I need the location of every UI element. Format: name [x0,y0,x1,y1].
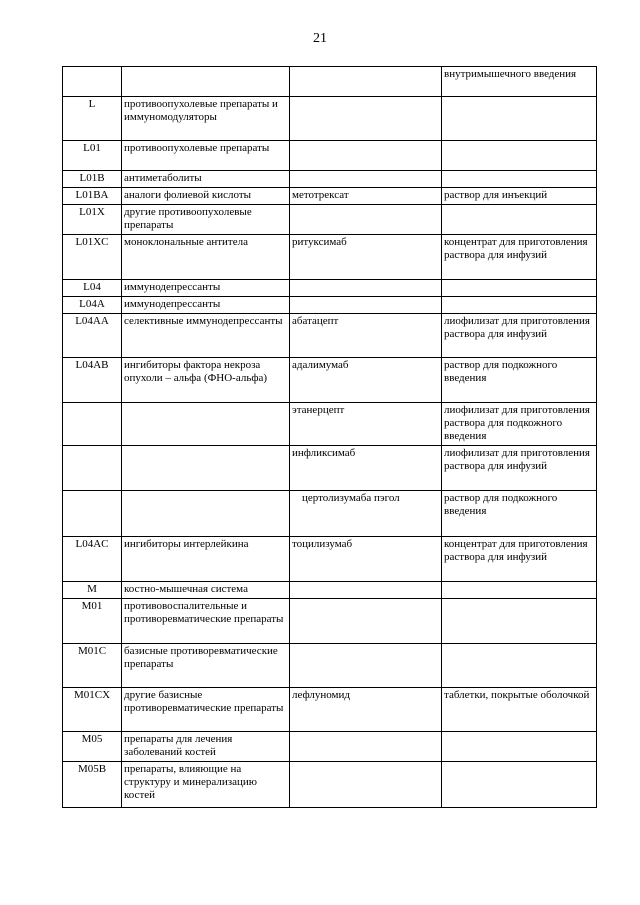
table-row [63,491,597,537]
atc-code-cell: L04A [63,297,122,314]
group-name-cell [122,403,290,446]
table-row [63,688,597,732]
dosage-form-cell [442,171,597,188]
group-name-cell: иммунодепрессанты [122,297,290,314]
table-row [63,171,597,188]
dosage-form-cell: лиофилизат для приготовления раствора для инфузий [442,446,597,491]
table-row [63,403,597,446]
atc-code-cell: L04 [63,280,122,297]
drug-name-cell: метотрексат [290,188,442,205]
atc-code-cell: M05 [63,732,122,762]
dosage-form-cell [442,599,597,644]
group-name-cell: моноклональные антитела [122,235,290,280]
dosage-form-cell: таблетки, покрытые оболочкой [442,688,597,732]
group-name-cell: препараты для лечения заболеваний костей [122,732,290,762]
dosage-form-cell: раствор для подкожного введения [442,358,597,403]
dosage-form-cell: раствор для подкожного введения [442,491,597,537]
group-name-cell: иммунодепрессанты [122,280,290,297]
dosage-form-cell: внутримышечного введения [442,67,597,97]
atc-code-cell: L04AB [63,358,122,403]
drug-name-cell [290,644,442,688]
drug-name-cell: этанерцепт [290,403,442,446]
dosage-form-cell [442,97,597,141]
group-name-cell [122,491,290,537]
drug-name-cell [290,297,442,314]
dosage-form-cell [442,732,597,762]
table-row [63,582,597,599]
atc-code-cell: L01BA [63,188,122,205]
group-name-cell: противоопухолевые препараты [122,141,290,171]
atc-code-cell: L04AA [63,314,122,358]
drug-name-cell [290,582,442,599]
table-row [63,297,597,314]
atc-code-cell: M01C [63,644,122,688]
group-name-cell: другие противоопухолевые препараты [122,205,290,235]
dosage-form-cell: раствор для инъекций [442,188,597,205]
atc-code-cell: L01B [63,171,122,188]
table-row [63,446,597,491]
drug-name-cell [290,205,442,235]
group-name-cell: антиметаболиты [122,171,290,188]
drug-name-cell [290,762,442,808]
group-name-cell: другие базисные противоревматические препараты [122,688,290,732]
group-name-cell: аналоги фолиевой кислоты [122,188,290,205]
table-row [63,188,597,205]
dosage-form-cell: лиофилизат для приготовления раствора для подкожного введения [442,403,597,446]
drug-name-cell [290,97,442,141]
group-name-cell: ингибиторы фактора некроза опухоли – альфа (ФНО-альфа) [122,358,290,403]
group-name-cell: ингибиторы интерлейкина [122,537,290,582]
atc-code-cell [63,491,122,537]
atc-code-cell [63,67,122,97]
group-name-cell: препараты, влияющие на структуру и минерализацию костей [122,762,290,808]
atc-code-cell: L01 [63,141,122,171]
group-name-cell [122,67,290,97]
drug-name-cell: тоцилизумаб [290,537,442,582]
drug-name-cell [290,141,442,171]
dosage-form-cell: концентрат для приготовления раствора для инфузий [442,537,597,582]
table-row [63,280,597,297]
atc-code-cell: L04AC [63,537,122,582]
drug-name-cell [290,67,442,97]
drug-name-cell [290,171,442,188]
drug-name-cell: лефлуномид [290,688,442,732]
atc-code-cell: M01CX [63,688,122,732]
drug-name-cell: цертолизумаба пэгол [290,491,442,537]
drug-name-cell: абатацепт [290,314,442,358]
table-row [63,235,597,280]
atc-code-cell [63,403,122,446]
table-row [63,732,597,762]
table-row [63,762,597,808]
atc-code-cell: L [63,97,122,141]
atc-code-cell: M01 [63,599,122,644]
group-name-cell: противоопухолевые препараты и иммуномодуляторы [122,97,290,141]
atc-code-cell: M [63,582,122,599]
drug-name-cell [290,280,442,297]
dosage-form-cell [442,297,597,314]
dosage-form-cell [442,141,597,171]
drug-name-cell: ритуксимаб [290,235,442,280]
group-name-cell: селективные иммунодепрессанты [122,314,290,358]
dosage-form-cell [442,644,597,688]
page-number: 21 [313,31,327,46]
group-name-cell: костно-мышечная система [122,582,290,599]
drug-name-cell [290,599,442,644]
drug-name-cell: адалимумаб [290,358,442,403]
table-row [63,141,597,171]
atc-code-cell [63,446,122,491]
table-row [63,599,597,644]
drug-name-cell: инфликсимаб [290,446,442,491]
atc-code-cell: L01X [63,205,122,235]
dosage-form-cell [442,205,597,235]
table-row [63,205,597,235]
group-name-cell: базисные противоревматические препараты [122,644,290,688]
dosage-form-cell [442,762,597,808]
drug-list-table [62,66,597,808]
atc-code-cell: L01XC [63,235,122,280]
atc-code-cell: M05B [63,762,122,808]
group-name-cell: противовоспалительные и противоревматические препараты [122,599,290,644]
table-row [63,314,597,358]
dosage-form-cell [442,582,597,599]
table-row [63,537,597,582]
table-row [63,67,597,97]
drug-name-cell [290,732,442,762]
dosage-form-cell: концентрат для приготовления раствора для инфузий [442,235,597,280]
table-row [63,644,597,688]
table-row [63,358,597,403]
dosage-form-cell [442,280,597,297]
dosage-form-cell: лиофилизат для приготовления раствора для инфузий [442,314,597,358]
table-row [63,97,597,141]
group-name-cell [122,446,290,491]
